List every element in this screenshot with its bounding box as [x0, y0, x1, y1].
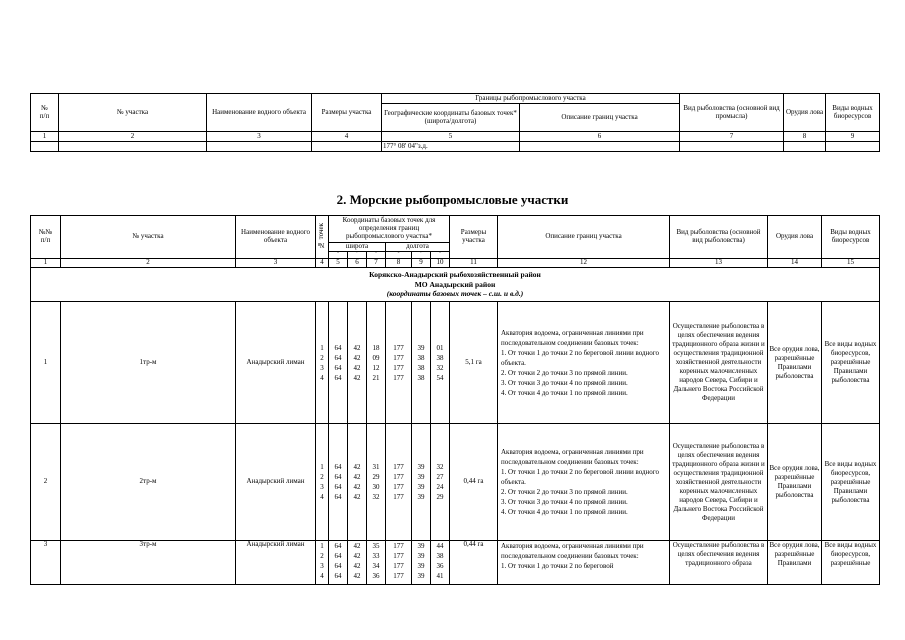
coord-value: 39 [417, 542, 425, 550]
header-num: № п/п [31, 94, 59, 132]
index-cell: 11 [450, 259, 498, 268]
coord-value: 36 [372, 572, 380, 580]
table-row [31, 302, 880, 424]
header-water: Наименование водного объекта [236, 216, 316, 259]
coord-value: 3 [320, 483, 324, 491]
coord-value: 42 [353, 572, 361, 580]
row-bounds-desc: Акватория водоема, ограниченная линиями при последовательном соединении базовых точек: 1. От точки 1 до точки 2 по береговой линии водного объекта. 2. От точки 2 до точки 3 по прямой линии. 3. От точки 3 до точки 4 по прямой линии. 4. От точки 4 до точки 1 по прямой линии. [498, 424, 670, 541]
header-plot: № участка [61, 216, 236, 259]
row-points [316, 302, 329, 424]
header-bounds-desc: Описание границ участка [498, 216, 670, 259]
index-cell: 1 [31, 132, 59, 142]
header-lon: долгота [386, 243, 450, 252]
row-lon-s [431, 541, 450, 585]
coord-value: 18 [372, 343, 380, 352]
coord-value: 177 [393, 473, 404, 481]
index-cell: 3 [207, 132, 312, 142]
coord-value: 177 [393, 542, 404, 550]
index-cell: 9 [412, 259, 431, 268]
row-lon-m [412, 424, 431, 541]
row-lon-s [431, 424, 450, 541]
coord-value: 29 [372, 473, 380, 481]
section-title: 2. Морские рыбопромысловые участки [336, 192, 569, 207]
header-coords: Координаты базовых точек для определения границ рыбопромыслового участка* [329, 216, 450, 243]
coord-value: 4 [320, 493, 324, 501]
coord-value: 4 [320, 572, 324, 580]
header-points-text: № точек [317, 222, 326, 249]
coord-value: 39 [417, 552, 425, 560]
coord-value: 38 [436, 353, 444, 362]
row-bounds-desc: Акватория водоема, ограниченная линиями при последовательном соединении базовых точек: 1. От точки 1 до точки 2 по береговой линии водного объекта. 2. От точки 2 до точки 3 по прямой линии. 3. От точки 3 до точки 4 по прямой линии. 4. От точки 4 до точки 1 по прямой линии. [498, 302, 670, 424]
row-fishing-type: Осуществление рыболовства в целях обеспечения ведения традиционного образа жизни и осуществления традиционной хозяйственной деятельности коренных малочисленных народов Севера, Сибири и Дальнего Востока Российской Федерации [670, 302, 768, 424]
coord-value: 177 [393, 343, 404, 352]
coord-value: 64 [334, 363, 342, 372]
row-species: Все виды водных биоресурсов, разрешённые [822, 541, 880, 585]
index-cell: 14 [768, 259, 822, 268]
coord-value: 29 [436, 493, 444, 501]
coord-value: 42 [353, 542, 361, 550]
index-cell: 15 [822, 259, 880, 268]
coord-value: 1 [320, 542, 324, 550]
coord-value: 31 [372, 463, 380, 471]
empty-cell [31, 142, 59, 152]
header-fishing-type: Вид рыболовства (основной вид рыболовства) [670, 216, 768, 259]
coord-value: 42 [353, 353, 361, 362]
index-cell: 9 [826, 132, 880, 142]
coord-value: 39 [417, 562, 425, 570]
unit-mark: º [386, 252, 412, 259]
row-size: 0,44 га [450, 541, 498, 585]
row-lat-d [329, 541, 348, 585]
coord-value: 42 [353, 343, 361, 352]
coord-value: 42 [353, 483, 361, 491]
row-points [316, 541, 329, 585]
coord-value: 30 [372, 483, 380, 491]
index-cell: 6 [348, 259, 367, 268]
header-species: Виды водных биоресурсов [826, 94, 880, 132]
coord-value: 21 [372, 373, 380, 382]
row-fishing-type: Осуществление рыболовства в целях обеспечения ведения традиционного образа жизни и осуществления традиционной хозяйственной деятельности коренных малочисленных народов Севера, Сибири и Дальнего Востока Российской Федерации [670, 424, 768, 541]
row-num: 1 [31, 302, 61, 424]
row-lon-m [412, 302, 431, 424]
index-cell: 5 [382, 132, 520, 142]
coord-value: 33 [372, 552, 380, 560]
coord-value: 36 [436, 562, 444, 570]
coord-value: 38 [417, 363, 425, 372]
coord-value: 39 [417, 463, 425, 471]
coord-value: 64 [334, 572, 342, 580]
coord-value: 177 [393, 552, 404, 560]
header-gear: Орудия лова [768, 216, 822, 259]
coord-value: 177 [393, 572, 404, 580]
empty-cell [207, 142, 312, 152]
coord-value: 64 [334, 552, 342, 560]
row-lat-m [348, 424, 367, 541]
coord-value: 39 [417, 473, 425, 481]
coord-value: 42 [353, 363, 361, 372]
header-geo-text: Географические координаты базовых точек* [384, 108, 517, 117]
row-num: 2 [31, 424, 61, 541]
empty-cell [680, 142, 784, 152]
index-cell: 5 [329, 259, 348, 268]
coord-value: 32 [436, 463, 444, 471]
region-line3: (координаты базовых точек – с.ш. и в.д.) [386, 289, 524, 299]
index-cell: 7 [680, 132, 784, 142]
unit-mark: ' [348, 252, 367, 259]
row-size: 0,44 га [450, 424, 498, 541]
index-cell: 12 [498, 259, 670, 268]
header-gear: Орудия лова [784, 94, 826, 132]
coord-value: 39 [417, 572, 425, 580]
coord-value: 27 [436, 473, 444, 481]
coord-value: 64 [334, 463, 342, 471]
coord-value: 12 [372, 363, 380, 372]
coord-value: 3 [320, 363, 324, 372]
row-size: 5,1 га [450, 302, 498, 424]
header-num: №№ п/п [31, 216, 61, 259]
coord-value: 38 [436, 552, 444, 560]
table-row [31, 424, 880, 541]
coord-value: 177 [393, 483, 404, 491]
unit-mark: " [367, 252, 386, 259]
coord-value: 41 [436, 572, 444, 580]
header-lat: широта [329, 243, 386, 252]
row-water: Анадырский лиман [236, 541, 316, 585]
empty-cell [520, 142, 680, 152]
coord-value: 64 [334, 493, 342, 501]
index-cell: 8 [784, 132, 826, 142]
index-cell: 13 [670, 259, 768, 268]
coord-value: 4 [320, 373, 324, 382]
row-num: 3 [31, 541, 61, 585]
index-cell: 4 [312, 132, 382, 142]
header-species: Виды водных биоресурсов [822, 216, 880, 259]
coord-value: 64 [334, 473, 342, 481]
coord-value: 38 [417, 353, 425, 362]
row-lat-d [329, 424, 348, 541]
coord-value: 64 [334, 483, 342, 491]
row-gear: Все орудия лова, разрешённые Правилами рыболовства [768, 424, 822, 541]
coord-value: 177 [393, 562, 404, 570]
coord-value: 42 [353, 552, 361, 560]
index-cell: 8 [386, 259, 412, 268]
header-size: Размеры участка [312, 94, 382, 132]
empty-cell [784, 142, 826, 152]
row-species: Все виды водных биоресурсов, разрешённые Правилами рыболовства [822, 302, 880, 424]
index-cell: 10 [431, 259, 450, 268]
header-geo-sub: (широта/долгота) [424, 116, 477, 125]
row-water: Анадырский лиман [236, 424, 316, 541]
index-cell: 2 [61, 259, 236, 268]
table-freshwater [30, 93, 880, 152]
header-geo [382, 104, 520, 132]
coord-value: 2 [320, 552, 324, 560]
coord-value: 32 [436, 363, 444, 372]
row-lon-m [412, 541, 431, 585]
unit-mark: º [329, 252, 348, 259]
coord-value: 177 [393, 493, 404, 501]
row-gear: Все орудия лова, разрешённые Правилами [768, 541, 822, 585]
row-lat-s [367, 541, 386, 585]
region-header [31, 268, 880, 302]
row-lon-d [386, 424, 412, 541]
row-plot: 1тр-м [61, 302, 236, 424]
row-plot: 2тр-м [61, 424, 236, 541]
coord-value: 64 [334, 353, 342, 362]
coord-value: 38 [417, 373, 425, 382]
coord-value: 42 [353, 562, 361, 570]
header-plot: № участка [59, 94, 207, 132]
unit-mark: " [431, 252, 450, 259]
header-points [316, 216, 329, 259]
empty-cell [59, 142, 207, 152]
coord-value: 39 [417, 483, 425, 491]
row-lat-s [367, 302, 386, 424]
row-bounds-desc: Акватория водоема, ограниченная линиями при последовательном соединении базовых точек: 1. От точки 1 до точки 2 по береговой [498, 541, 670, 585]
coord-value: 09 [372, 353, 380, 362]
header-fishing-type: Вид рыболовства (основной вид промысла) [680, 94, 784, 132]
coord-value: 32 [372, 493, 380, 501]
row-plot: 3тр-м [61, 541, 236, 585]
header-bounds: Границы рыбопромыслового участка [382, 94, 680, 104]
coord-value: 01 [436, 343, 444, 352]
coord-value: 177 [393, 363, 404, 372]
coord-value: 64 [334, 373, 342, 382]
coord-value: 35 [372, 542, 380, 550]
coord-value: 177 [393, 463, 404, 471]
coord-value: 39 [417, 493, 425, 501]
index-cell: 6 [520, 132, 680, 142]
coord-value: 3 [320, 562, 324, 570]
coord-value: 1 [320, 343, 324, 352]
row-gear: Все орудия лова, разрешённые Правилами рыболовства [768, 302, 822, 424]
coord-value: 64 [334, 542, 342, 550]
coord-value: 2 [320, 353, 324, 362]
coord-value: 24 [436, 483, 444, 491]
row-lon-s [431, 302, 450, 424]
empty-cell [826, 142, 880, 152]
coord-value: 42 [353, 473, 361, 481]
row-lat-m [348, 541, 367, 585]
header-bounds-desc: Описание границ участка [520, 104, 680, 132]
row-points [316, 424, 329, 541]
row-lat-d [329, 302, 348, 424]
coord-value: 64 [334, 562, 342, 570]
row-lat-s [367, 424, 386, 541]
coord-value: 54 [436, 373, 444, 382]
region-line2: МО Анадырский район [414, 279, 496, 289]
row-lat-m [348, 302, 367, 424]
coord-value: 177 [393, 373, 404, 382]
coord-value: 39 [417, 343, 425, 352]
coord-value: 34 [372, 562, 380, 570]
index-cell: 1 [31, 259, 61, 268]
coord-value: 64 [334, 343, 342, 352]
coord-value: 44 [436, 542, 444, 550]
coord-value: 1 [320, 463, 324, 471]
index-cell: 3 [236, 259, 316, 268]
row-fishing-type: Осуществление рыболовства в целях обеспечения ведения традиционного образа [670, 541, 768, 585]
header-water: Наименование водного объекта [207, 94, 312, 132]
coord-value: 177° 08' 04"з.д. [382, 142, 520, 152]
index-cell: 2 [59, 132, 207, 142]
coord-value: 177 [393, 353, 404, 362]
header-size: Размеры участка [450, 216, 498, 259]
row-lon-d [386, 302, 412, 424]
region-line1: Корякско-Анадырский рыбохозяйственный район [369, 270, 541, 280]
row-water: Анадырский лиман [236, 302, 316, 424]
coord-value: 42 [353, 493, 361, 501]
table-row [31, 541, 880, 585]
unit-mark: ' [412, 252, 431, 259]
empty-cell [312, 142, 382, 152]
row-species: Все виды водных биоресурсов, разрешённые Правилами рыболовства [822, 424, 880, 541]
row-lon-d [386, 541, 412, 585]
index-cell: 4 [316, 259, 329, 268]
table-marine [30, 215, 880, 585]
coord-value: 2 [320, 473, 324, 481]
coord-value: 42 [353, 463, 361, 471]
coord-value: 42 [353, 373, 361, 382]
index-cell: 7 [367, 259, 386, 268]
